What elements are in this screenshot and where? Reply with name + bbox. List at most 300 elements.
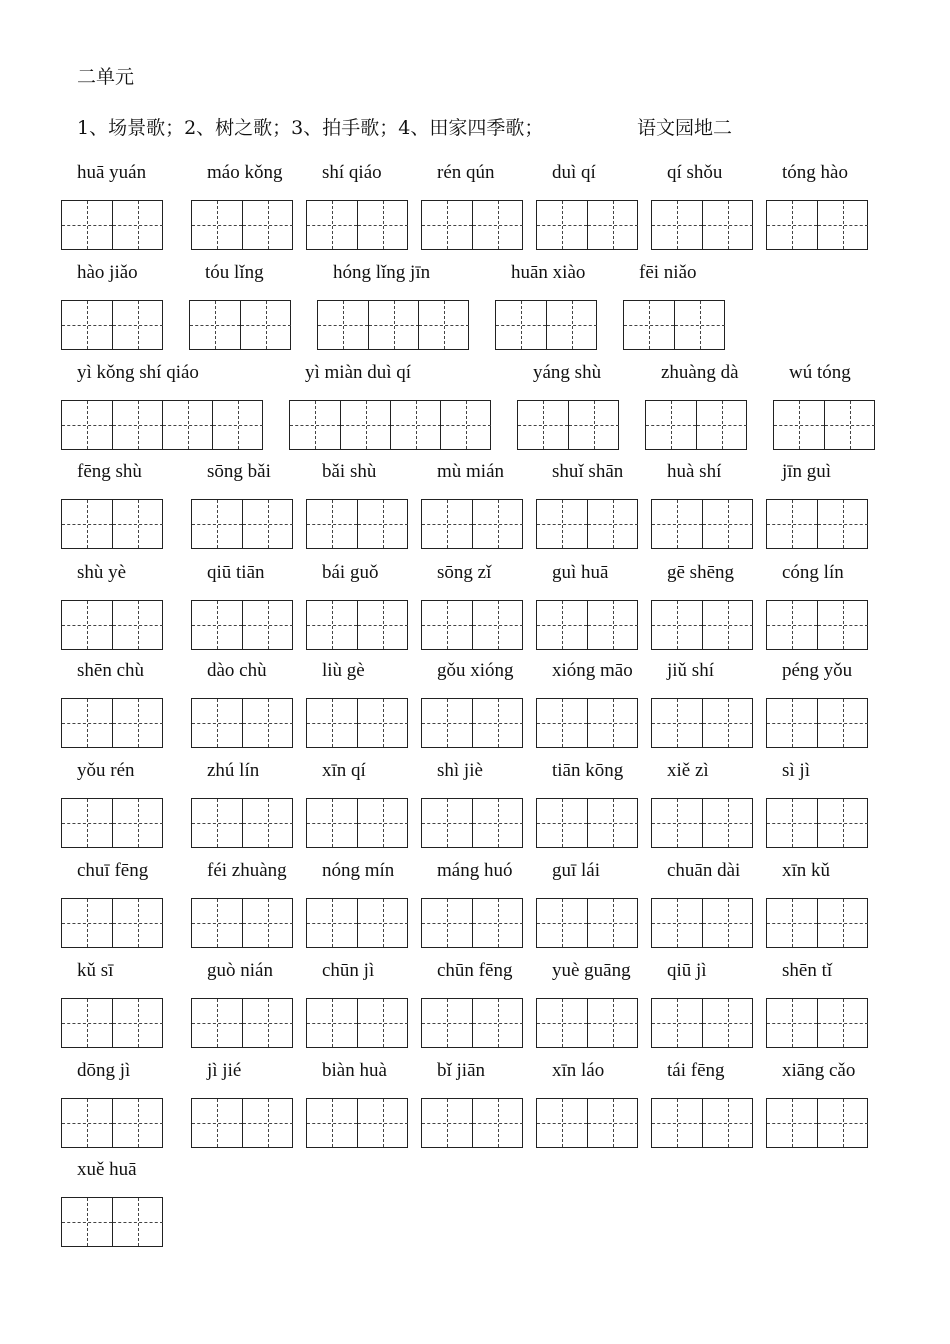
word-pinyin: sōng bǎi [207,461,271,482]
word-pinyin: nóng mín [322,860,395,881]
grid-cell[interactable] [587,799,638,847]
grid-cell[interactable] [624,301,674,349]
word-pinyin: shēn chù [77,660,145,681]
grid-cell[interactable] [674,301,725,349]
grid-cell[interactable] [368,301,419,349]
grid-cell[interactable] [767,500,817,548]
cell-guide-horizontal [358,1123,408,1124]
grid-cell[interactable] [472,899,523,947]
writing-grid[interactable] [766,998,868,1048]
word-pinyin: chūn jì [322,960,375,981]
word-pinyin: chūn fēng [437,960,513,981]
word-pinyin: xiāng cǎo [782,1060,856,1081]
grid-cell[interactable] [472,601,523,649]
writing-grid[interactable] [61,898,163,948]
word-pinyin: féi zhuàng [207,860,287,881]
grid-cell[interactable] [767,899,817,947]
grid-cell[interactable] [418,301,469,349]
cell-guide-horizontal [243,625,293,626]
grid-cell[interactable] [422,1099,472,1147]
writing-grid[interactable] [191,499,293,549]
grid-cell[interactable] [192,1099,242,1147]
writing-grid[interactable] [766,600,868,650]
grid-cell[interactable] [767,201,817,249]
writing-grid[interactable] [766,898,868,948]
grid-cell[interactable] [767,999,817,1047]
grid-cell[interactable] [537,999,587,1047]
cell-guide-horizontal [243,923,293,924]
writing-grid[interactable] [191,600,293,650]
grid-cell[interactable] [242,899,293,947]
writing-grid[interactable] [536,798,638,848]
cell-guide-horizontal [62,723,112,724]
writing-grid[interactable] [191,898,293,948]
grid-cell[interactable] [587,999,638,1047]
word-pinyin: qiū jì [667,960,707,981]
writing-grid[interactable] [61,1098,163,1148]
grid-cell[interactable] [587,899,638,947]
writing-grid[interactable] [766,698,868,748]
cell-guide-horizontal [767,625,817,626]
writing-grid[interactable] [651,698,753,748]
grid-cell[interactable] [537,500,587,548]
cell-guide-horizontal [307,1023,357,1024]
cell-guide-horizontal [703,723,753,724]
grid-cell[interactable] [112,500,163,548]
grid-cell[interactable] [357,999,408,1047]
grid-cell[interactable] [652,799,702,847]
grid-cell[interactable] [62,500,112,548]
word-pinyin: wú tóng [789,362,851,383]
grid-cell[interactable] [472,1099,523,1147]
cell-guide-horizontal [767,1123,817,1124]
grid-cell[interactable] [767,699,817,747]
grid-cell[interactable] [112,401,163,449]
writing-grid[interactable] [536,698,638,748]
word-pinyin: chuān dài [667,860,741,881]
cell-guide-horizontal [652,225,702,226]
writing-grid[interactable] [421,998,523,1048]
grid-cell[interactable] [242,1099,293,1147]
grid-cell[interactable] [518,401,568,449]
grid-cell[interactable] [652,1099,702,1147]
cell-guide-horizontal [588,225,638,226]
cell-guide-horizontal [422,923,472,924]
word-pinyin: tóng hào [782,162,848,183]
cell-guide-horizontal [818,225,868,226]
grid-cell[interactable] [472,699,523,747]
cell-guide-horizontal [767,225,817,226]
cell-guide-horizontal [163,425,213,426]
cell-guide-horizontal [241,325,291,326]
grid-cell[interactable] [307,601,357,649]
grid-cell[interactable] [767,799,817,847]
cell-guide-horizontal [422,524,472,525]
writing-grid[interactable] [773,400,875,450]
cell-guide-horizontal [588,1123,638,1124]
grid-cell[interactable] [537,799,587,847]
cell-guide-horizontal [192,723,242,724]
grid-cell[interactable] [702,500,753,548]
word-pinyin: fēi niǎo [639,262,697,283]
cell-guide-horizontal [307,1123,357,1124]
writing-grid[interactable] [306,898,408,948]
grid-cell[interactable] [702,601,753,649]
writing-grid[interactable] [536,898,638,948]
cell-guide-horizontal [213,425,263,426]
grid-cell[interactable] [422,999,472,1047]
unit-title: 二单元 [77,66,135,88]
grid-cell[interactable] [702,1099,753,1147]
grid-cell[interactable] [646,401,696,449]
writing-grid[interactable] [61,300,163,350]
writing-grid[interactable] [317,300,469,350]
cell-guide-horizontal [473,723,523,724]
grid-cell[interactable] [652,201,702,249]
grid-cell[interactable] [112,201,163,249]
grid-cell[interactable] [357,1099,408,1147]
grid-cell[interactable] [824,401,875,449]
writing-grid[interactable] [306,698,408,748]
grid-cell[interactable] [357,799,408,847]
writing-grid[interactable] [61,1197,163,1247]
grid-cell[interactable] [112,301,163,349]
grid-cell[interactable] [702,699,753,747]
writing-grid[interactable] [61,798,163,848]
grid-cell[interactable] [212,401,263,449]
word-pinyin: cóng lín [782,562,844,583]
word-pinyin: biàn huà [322,1060,387,1081]
writing-grid[interactable] [61,499,163,549]
word-pinyin: xīn láo [552,1060,605,1081]
grid-cell[interactable] [702,201,753,249]
grid-cell[interactable] [112,899,163,947]
writing-grid[interactable] [766,200,868,250]
grid-cell[interactable] [242,201,293,249]
cell-guide-horizontal [62,625,112,626]
grid-cell[interactable] [496,301,546,349]
grid-cell[interactable] [192,799,242,847]
grid-cell[interactable] [702,899,753,947]
word-pinyin: sōng zǐ [437,562,492,583]
cell-guide-horizontal [341,425,391,426]
writing-grid[interactable] [651,1098,753,1148]
writing-grid[interactable] [651,798,753,848]
grid-cell[interactable] [62,699,112,747]
grid-cell[interactable] [537,899,587,947]
grid-cell[interactable] [112,699,163,747]
cell-guide-horizontal [818,823,868,824]
cell-guide-horizontal [307,625,357,626]
word-pinyin: dào chù [207,660,267,681]
cell-guide-horizontal [547,325,597,326]
grid-cell[interactable] [307,1099,357,1147]
cell-guide-horizontal [652,625,702,626]
cell-guide-horizontal [767,923,817,924]
word-pinyin: zhú lín [207,760,260,781]
writing-grid[interactable] [495,300,597,350]
cell-guide-horizontal [62,1023,112,1024]
grid-cell[interactable] [587,500,638,548]
grid-cell[interactable] [537,601,587,649]
word-pinyin: xīn kǔ [782,860,831,881]
grid-cell[interactable] [440,401,491,449]
word-pinyin: sì jì [782,760,810,781]
writing-grid[interactable] [536,998,638,1048]
writing-grid[interactable] [623,300,725,350]
cell-guide-horizontal [624,325,674,326]
cell-guide-horizontal [192,1123,242,1124]
grid-cell[interactable] [817,500,868,548]
cell-guide-horizontal [473,524,523,525]
writing-grid[interactable] [651,200,753,250]
grid-cell[interactable] [422,799,472,847]
word-pinyin: tóu lǐng [205,262,264,283]
grid-cell[interactable] [242,999,293,1047]
writing-grid[interactable] [191,1098,293,1148]
writing-grid[interactable] [191,200,293,250]
word-pinyin: bǐ jiān [437,1060,486,1081]
cell-guide-horizontal [473,1123,523,1124]
grid-cell[interactable] [112,999,163,1047]
grid-cell[interactable] [192,500,242,548]
grid-cell[interactable] [242,601,293,649]
cell-guide-horizontal [697,425,747,426]
cell-guide-horizontal [422,625,472,626]
grid-cell[interactable] [472,799,523,847]
cell-guide-horizontal [358,625,408,626]
grid-cell[interactable] [307,999,357,1047]
grid-cell[interactable] [817,999,868,1047]
word-pinyin: shù yè [77,562,127,583]
cell-guide-horizontal [192,923,242,924]
grid-cell[interactable] [422,699,472,747]
grid-cell[interactable] [537,699,587,747]
writing-grid[interactable] [651,600,753,650]
writing-grid[interactable] [536,499,638,549]
cell-guide-horizontal [358,1023,408,1024]
writing-grid[interactable] [61,998,163,1048]
grid-cell[interactable] [537,201,587,249]
writing-grid[interactable] [306,600,408,650]
word-pinyin: shí qiáo [322,162,382,183]
grid-cell[interactable] [62,999,112,1047]
grid-cell[interactable] [357,699,408,747]
word-pinyin: yuè guāng [552,960,631,981]
grid-cell[interactable] [817,1099,868,1147]
cell-guide-horizontal [537,524,587,525]
writing-grid[interactable] [651,898,753,948]
writing-grid[interactable] [191,798,293,848]
writing-grid[interactable] [766,1098,868,1148]
grid-cell[interactable] [587,201,638,249]
grid-cell[interactable] [112,799,163,847]
grid-cell[interactable] [817,799,868,847]
writing-grid[interactable] [536,200,638,250]
grid-cell[interactable] [290,401,340,449]
grid-cell[interactable] [652,601,702,649]
word-pinyin: qí shǒu [667,162,723,183]
grid-cell[interactable] [652,999,702,1047]
writing-grid[interactable] [421,200,523,250]
writing-grid[interactable] [651,998,753,1048]
grid-cell[interactable] [652,500,702,548]
grid-cell[interactable] [357,601,408,649]
grid-cell[interactable] [767,601,817,649]
grid-cell[interactable] [112,1198,163,1246]
grid-cell[interactable] [62,1099,112,1147]
writing-grid[interactable] [651,499,753,549]
writing-grid[interactable] [306,499,408,549]
grid-cell[interactable] [357,899,408,947]
writing-grid[interactable] [61,698,163,748]
writing-grid[interactable] [421,600,523,650]
grid-cell[interactable] [817,699,868,747]
grid-cell[interactable] [702,999,753,1047]
grid-cell[interactable] [702,799,753,847]
grid-cell[interactable] [422,601,472,649]
grid-cell[interactable] [240,301,291,349]
writing-grid[interactable] [536,600,638,650]
grid-cell[interactable] [652,699,702,747]
writing-grid[interactable] [191,998,293,1048]
writing-grid[interactable] [536,1098,638,1148]
writing-grid[interactable] [421,898,523,948]
language-garden-label: 语文园地二 [637,117,733,139]
cell-guide-horizontal [588,625,638,626]
writing-grid[interactable] [306,1098,408,1148]
grid-cell[interactable] [568,401,619,449]
writing-grid[interactable] [766,499,868,549]
grid-cell[interactable] [192,999,242,1047]
grid-cell[interactable] [696,401,747,449]
writing-grid[interactable] [421,1098,523,1148]
grid-cell[interactable] [62,201,112,249]
word-pinyin: máo kǒng [207,162,283,183]
grid-cell[interactable] [62,1198,112,1246]
grid-cell[interactable] [307,500,357,548]
grid-cell[interactable] [357,500,408,548]
grid-cell[interactable] [318,301,368,349]
cell-guide-horizontal [588,923,638,924]
cell-guide-horizontal [113,425,163,426]
grid-cell[interactable] [62,899,112,947]
writing-grid[interactable] [421,798,523,848]
grid-cell[interactable] [62,301,112,349]
grid-cell[interactable] [307,899,357,947]
grid-cell[interactable] [192,201,242,249]
writing-grid[interactable] [421,698,523,748]
grid-cell[interactable] [190,301,240,349]
word-pinyin: péng yǒu [782,660,853,681]
cell-guide-horizontal [774,425,824,426]
word-pinyin: tái fēng [667,1060,725,1081]
word-pinyin: yáng shù [533,362,602,383]
grid-cell[interactable] [307,201,357,249]
cell-guide-horizontal [358,823,408,824]
grid-cell[interactable] [767,1099,817,1147]
grid-cell[interactable] [587,699,638,747]
writing-grid[interactable] [191,698,293,748]
cell-guide-horizontal [703,1123,753,1124]
cell-guide-horizontal [473,923,523,924]
writing-grid[interactable] [61,400,263,450]
cell-guide-horizontal [391,425,441,426]
cell-guide-horizontal [422,823,472,824]
cell-guide-horizontal [588,524,638,525]
grid-cell[interactable] [162,401,213,449]
grid-cell[interactable] [472,500,523,548]
grid-cell[interactable] [472,201,523,249]
writing-grid[interactable] [61,200,163,250]
grid-cell[interactable] [192,899,242,947]
grid-cell[interactable] [62,401,112,449]
grid-cell[interactable] [390,401,441,449]
writing-grid[interactable] [645,400,747,450]
writing-grid[interactable] [421,499,523,549]
grid-cell[interactable] [62,601,112,649]
grid-cell[interactable] [587,1099,638,1147]
writing-grid[interactable] [517,400,619,450]
grid-cell[interactable] [817,201,868,249]
cell-guide-horizontal [767,823,817,824]
grid-cell[interactable] [192,601,242,649]
grid-cell[interactable] [537,1099,587,1147]
cell-guide-horizontal [818,723,868,724]
cell-guide-horizontal [422,1123,472,1124]
grid-cell[interactable] [422,500,472,548]
writing-grid[interactable] [289,400,491,450]
grid-cell[interactable] [422,899,472,947]
grid-cell[interactable] [242,799,293,847]
grid-cell[interactable] [192,699,242,747]
cell-guide-horizontal [767,524,817,525]
writing-grid[interactable] [61,600,163,650]
cell-guide-horizontal [703,524,753,525]
writing-grid[interactable] [189,300,291,350]
grid-cell[interactable] [774,401,824,449]
word-pinyin: huā yuán [77,162,147,183]
grid-cell[interactable] [472,999,523,1047]
grid-cell[interactable] [422,201,472,249]
cell-guide-horizontal [290,425,340,426]
grid-cell[interactable] [242,500,293,548]
cell-guide-horizontal [369,325,419,326]
grid-cell[interactable] [817,899,868,947]
grid-cell[interactable] [340,401,391,449]
grid-cell[interactable] [546,301,597,349]
writing-grid[interactable] [766,798,868,848]
cell-guide-horizontal [192,625,242,626]
grid-cell[interactable] [357,201,408,249]
grid-cell[interactable] [307,799,357,847]
grid-cell[interactable] [587,601,638,649]
grid-cell[interactable] [112,601,163,649]
cell-guide-horizontal [113,1222,163,1223]
grid-cell[interactable] [242,699,293,747]
writing-grid[interactable] [306,798,408,848]
grid-cell[interactable] [307,699,357,747]
cell-guide-horizontal [113,823,163,824]
writing-grid[interactable] [306,200,408,250]
grid-cell[interactable] [652,899,702,947]
grid-cell[interactable] [112,1099,163,1147]
grid-cell[interactable] [62,799,112,847]
word-pinyin: fēng shù [77,461,142,482]
grid-cell[interactable] [817,601,868,649]
writing-grid[interactable] [306,998,408,1048]
cell-guide-horizontal [537,923,587,924]
